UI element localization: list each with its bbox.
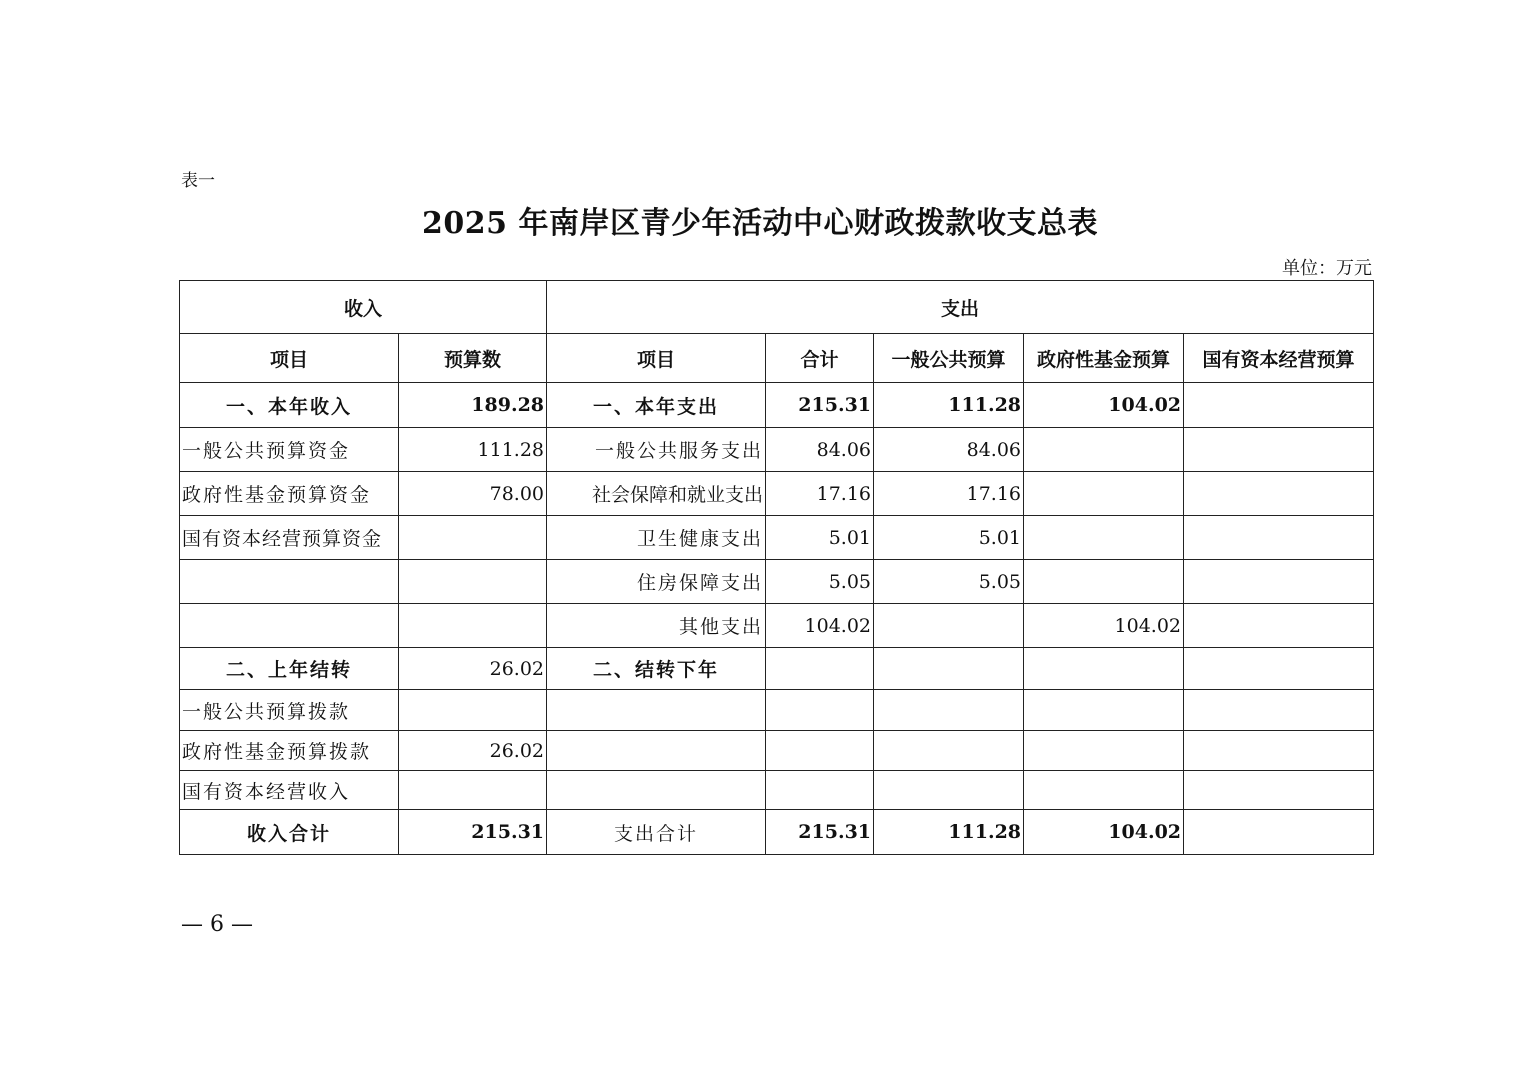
gov-fund-cell bbox=[1024, 472, 1184, 516]
general-public-cell: 5.05 bbox=[874, 560, 1024, 604]
table-row bbox=[180, 472, 1374, 516]
total-cell: 5.01 bbox=[766, 516, 874, 560]
col-state-capital: 国有资本经营预算 bbox=[1184, 334, 1374, 383]
state-capital-cell bbox=[1184, 604, 1374, 648]
income-budget-cell: 111.28 bbox=[399, 428, 547, 472]
total-cell: 215.31 bbox=[766, 383, 874, 428]
income-item-cell: 一般公共预算资金 bbox=[180, 428, 399, 472]
table-tag: 表一 bbox=[181, 171, 215, 191]
total-cell bbox=[766, 771, 874, 810]
income-budget-cell bbox=[399, 604, 547, 648]
general-public-cell: 17.16 bbox=[874, 472, 1024, 516]
general-public-cell: 111.28 bbox=[874, 383, 1024, 428]
expense-item-cell bbox=[547, 771, 766, 810]
income-item-cell: 一般公共预算拨款 bbox=[180, 690, 399, 731]
income-budget-cell: 26.02 bbox=[399, 731, 547, 771]
income-item-cell: 二、上年结转 bbox=[180, 648, 399, 690]
totals-row bbox=[180, 810, 1374, 855]
table-row bbox=[180, 690, 1374, 731]
gov-fund-cell: 104.02 bbox=[1024, 810, 1184, 855]
gov-fund-cell bbox=[1024, 560, 1184, 604]
income-total-label: 收入合计 bbox=[180, 810, 399, 855]
state-capital-cell bbox=[1184, 771, 1374, 810]
expense-item-cell: 社会保障和就业支出 bbox=[547, 472, 766, 516]
gov-fund-cell bbox=[1024, 731, 1184, 771]
page-number: — 6 — bbox=[181, 912, 253, 937]
income-item-cell: 政府性基金预算拨款 bbox=[180, 731, 399, 771]
col-expense-item: 项目 bbox=[547, 334, 766, 383]
income-budget-cell: 189.28 bbox=[399, 383, 547, 428]
general-public-cell bbox=[874, 690, 1024, 731]
income-item-cell: 国有资本经营预算资金 bbox=[180, 516, 399, 560]
income-item-cell bbox=[180, 560, 399, 604]
income-total-value: 215.31 bbox=[399, 810, 547, 855]
expense-item-cell: 卫生健康支出 bbox=[547, 516, 766, 560]
total-cell: 104.02 bbox=[766, 604, 874, 648]
expense-item-cell bbox=[547, 690, 766, 731]
income-item-cell: 政府性基金预算资金 bbox=[180, 472, 399, 516]
state-capital-cell bbox=[1184, 428, 1374, 472]
income-budget-cell bbox=[399, 516, 547, 560]
col-general-public: 一般公共预算 bbox=[874, 334, 1024, 383]
income-budget-cell bbox=[399, 690, 547, 731]
income-budget-cell: 26.02 bbox=[399, 648, 547, 690]
total-cell bbox=[766, 648, 874, 690]
expense-item-cell bbox=[547, 731, 766, 771]
income-item-cell: 一、本年收入 bbox=[180, 383, 399, 428]
state-capital-cell bbox=[1184, 690, 1374, 731]
income-budget-cell bbox=[399, 560, 547, 604]
general-public-cell bbox=[874, 731, 1024, 771]
expense-group-header: 支出 bbox=[547, 281, 1374, 334]
col-income-budget: 预算数 bbox=[399, 334, 547, 383]
general-public-cell bbox=[874, 604, 1024, 648]
total-cell bbox=[766, 690, 874, 731]
col-income-item: 项目 bbox=[180, 334, 399, 383]
total-cell: 84.06 bbox=[766, 428, 874, 472]
total-cell: 215.31 bbox=[766, 810, 874, 855]
gov-fund-cell bbox=[1024, 771, 1184, 810]
table-row bbox=[180, 516, 1374, 560]
expense-total-label: 支出合计 bbox=[547, 810, 766, 855]
general-public-cell bbox=[874, 771, 1024, 810]
expense-item-cell: 二、结转下年 bbox=[547, 648, 766, 690]
state-capital-cell bbox=[1184, 648, 1374, 690]
table-row bbox=[180, 560, 1374, 604]
col-gov-fund: 政府性基金预算 bbox=[1024, 334, 1184, 383]
table-row bbox=[180, 604, 1374, 648]
general-public-cell: 111.28 bbox=[874, 810, 1024, 855]
unit-label: 单位：万元 bbox=[1282, 258, 1372, 279]
state-capital-cell bbox=[1184, 383, 1374, 428]
finance-table bbox=[179, 280, 1374, 855]
total-cell bbox=[766, 731, 874, 771]
income-budget-cell: 78.00 bbox=[399, 472, 547, 516]
gov-fund-cell bbox=[1024, 690, 1184, 731]
state-capital-cell bbox=[1184, 731, 1374, 771]
state-capital-cell bbox=[1184, 810, 1374, 855]
expense-item-cell: 一般公共服务支出 bbox=[547, 428, 766, 472]
gov-fund-cell: 104.02 bbox=[1024, 383, 1184, 428]
group-header-row bbox=[180, 281, 1374, 334]
income-group-header: 收入 bbox=[180, 281, 547, 334]
state-capital-cell bbox=[1184, 472, 1374, 516]
col-total: 合计 bbox=[766, 334, 874, 383]
income-item-cell bbox=[180, 604, 399, 648]
state-capital-cell bbox=[1184, 516, 1374, 560]
general-public-cell: 84.06 bbox=[874, 428, 1024, 472]
table-row bbox=[180, 428, 1374, 472]
table-row bbox=[180, 648, 1374, 690]
general-public-cell: 5.01 bbox=[874, 516, 1024, 560]
column-header-row bbox=[180, 334, 1374, 383]
gov-fund-cell: 104.02 bbox=[1024, 604, 1184, 648]
income-budget-cell bbox=[399, 771, 547, 810]
expense-item-cell: 其他支出 bbox=[547, 604, 766, 648]
gov-fund-cell bbox=[1024, 516, 1184, 560]
gov-fund-cell bbox=[1024, 428, 1184, 472]
page-title: 2025 年南岸区青少年活动中心财政拨款收支总表 bbox=[422, 206, 1098, 241]
total-cell: 17.16 bbox=[766, 472, 874, 516]
expense-item-cell: 一、本年支出 bbox=[547, 383, 766, 428]
table-row bbox=[180, 731, 1374, 771]
state-capital-cell bbox=[1184, 560, 1374, 604]
table-row bbox=[180, 771, 1374, 810]
total-cell: 5.05 bbox=[766, 560, 874, 604]
table-row bbox=[180, 383, 1374, 428]
expense-item-cell: 住房保障支出 bbox=[547, 560, 766, 604]
general-public-cell bbox=[874, 648, 1024, 690]
gov-fund-cell bbox=[1024, 648, 1184, 690]
income-item-cell: 国有资本经营收入 bbox=[180, 771, 399, 810]
